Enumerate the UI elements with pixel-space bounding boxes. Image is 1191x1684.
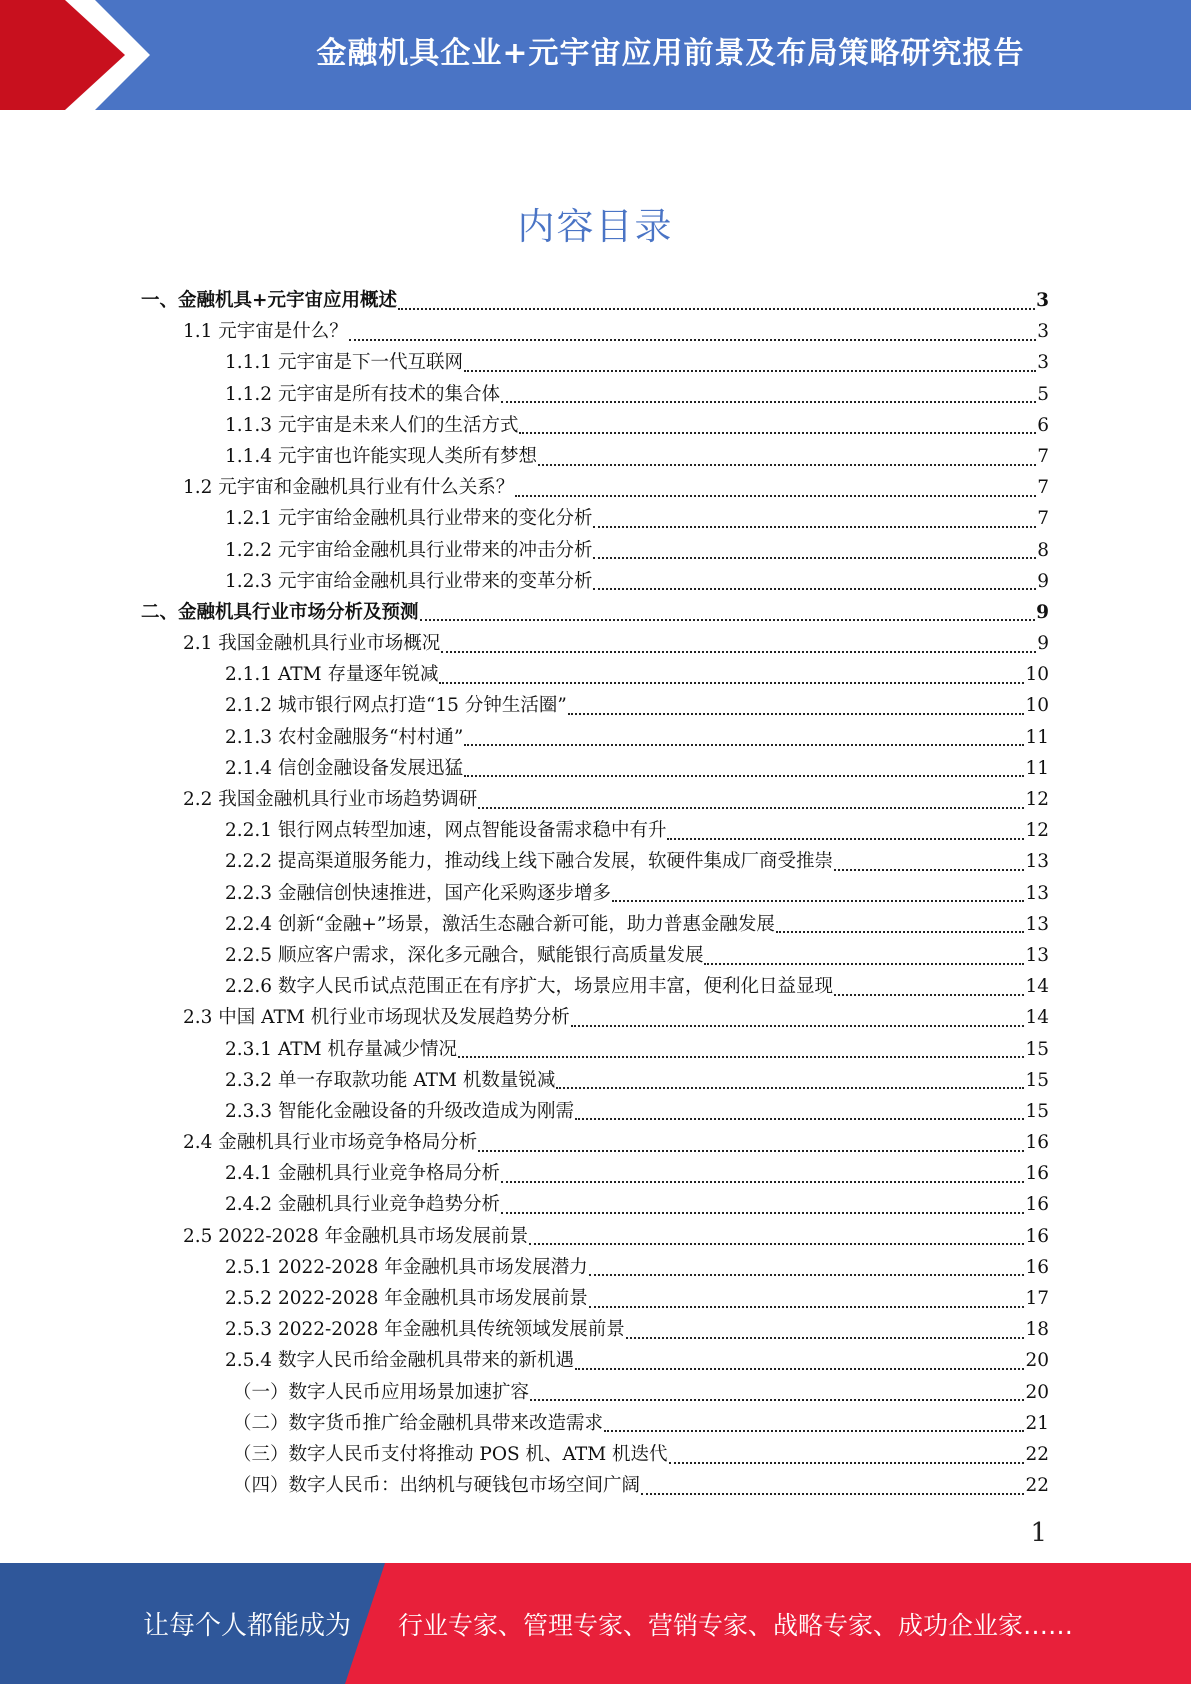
toc-leader-dots <box>568 713 1025 715</box>
toc-entry[interactable] <box>141 1345 1049 1376</box>
toc-leader-dots <box>501 1181 1024 1183</box>
toc-entry-page: 16 <box>1025 1132 1049 1154</box>
toc-entry[interactable] <box>141 1189 1049 1220</box>
toc-entry-page: 9 <box>1036 601 1049 623</box>
toc-entry[interactable] <box>141 285 1049 316</box>
toc-leader-dots <box>593 526 1036 528</box>
toc-entry-page: 10 <box>1025 664 1049 686</box>
table-of-contents <box>141 285 1049 1501</box>
toc-entry-page: 7 <box>1037 445 1049 467</box>
toc-entry-page: 7 <box>1037 477 1049 499</box>
toc-entry-page: 3 <box>1037 321 1049 343</box>
toc-entry[interactable] <box>141 347 1049 378</box>
toc-entry-title: 2.2.4 创新“金融+”场景，激活生态融合新可能，助力普惠金融发展 <box>225 913 775 935</box>
toc-entry[interactable] <box>141 566 1049 597</box>
toc-entry[interactable] <box>141 1158 1049 1189</box>
toc-entry[interactable] <box>141 535 1049 566</box>
toc-entry-title: 2.5.4 数字人民币给金融机具带来的新机遇 <box>225 1350 574 1372</box>
toc-entry-title: 1.1.3 元宇宙是未来人们的生活方式 <box>225 414 519 436</box>
toc-entry-page: 11 <box>1025 757 1049 779</box>
toc-entry-page: 14 <box>1025 1007 1049 1029</box>
toc-leader-dots <box>538 464 1036 466</box>
toc-leader-dots <box>464 775 1024 777</box>
toc-entry-title: 1.2.1 元宇宙给金融机具行业带来的变化分析 <box>225 508 593 530</box>
toc-entry-page: 13 <box>1025 851 1049 873</box>
toc-entry[interactable] <box>141 690 1049 721</box>
report-title: 金融机具企业+元宇宙应用前景及布局策略研究报告 <box>316 36 1025 71</box>
toc-entry[interactable] <box>141 441 1049 472</box>
toc-leader-dots <box>556 1087 1024 1089</box>
toc-leader-dots <box>478 807 1024 809</box>
toc-entry-page: 3 <box>1036 290 1049 311</box>
toc-entry[interactable] <box>141 410 1049 441</box>
toc-entry-title: 2.1 我国金融机具行业市场概况 <box>183 633 441 655</box>
toc-entry[interactable] <box>141 971 1049 1002</box>
footer-banner <box>0 1563 1191 1684</box>
toc-entry-title: （二）数字货币推广给金融机具带来改造需求 <box>233 1412 604 1434</box>
toc-leader-dots <box>464 370 1036 372</box>
toc-entry-title: 2.3.2 单一存取款功能 ATM 机数量锐减 <box>225 1069 556 1091</box>
toc-entry-page: 9 <box>1037 633 1049 655</box>
toc-leader-dots <box>458 1056 1024 1058</box>
toc-leader-dots <box>529 1243 1024 1245</box>
toc-leader-dots <box>515 495 1036 497</box>
toc-entry[interactable] <box>141 1439 1049 1470</box>
toc-entry-title: 2.3 中国 ATM 机行业市场现状及发展趋势分析 <box>183 1007 570 1029</box>
toc-entry-page: 10 <box>1025 695 1049 717</box>
toc-entry-title: 2.5.3 2022-2028 年金融机具传统领域发展前景 <box>225 1319 625 1341</box>
header-banner <box>0 0 1191 110</box>
toc-entry[interactable] <box>141 316 1049 347</box>
toc-entry-page: 12 <box>1025 820 1049 842</box>
toc-entry-page: 9 <box>1037 570 1049 592</box>
toc-entry-title: 2.3.1 ATM 机存量减少情况 <box>225 1038 457 1060</box>
toc-entry-title: 1.1.1 元宇宙是下一代互联网 <box>225 352 463 374</box>
toc-entry-page: 20 <box>1025 1381 1049 1403</box>
toc-entry-page: 8 <box>1037 539 1049 561</box>
toc-entry-page: 17 <box>1025 1288 1049 1309</box>
toc-entry-title: （四）数字人民币：出纳机与硬钱包市场空间广阔 <box>233 1475 641 1497</box>
toc-entry[interactable] <box>141 940 1049 971</box>
toc-leader-dots <box>612 900 1024 902</box>
toc-entry-title: 2.2.3 金融信创快速推进，国产化采购逐步增多 <box>225 882 611 904</box>
toc-entry-page: 3 <box>1037 352 1049 374</box>
toc-entry[interactable] <box>141 722 1049 753</box>
toc-entry[interactable] <box>141 503 1049 534</box>
toc-entry-page: 15 <box>1025 1069 1049 1091</box>
toc-entry[interactable] <box>141 472 1049 503</box>
toc-entry-page: 20 <box>1025 1350 1049 1372</box>
toc-entry-page: 16 <box>1025 1194 1049 1216</box>
footer-slogan-right: 行业专家、管理专家、营销专家、战略专家、成功企业家…… <box>398 1610 1074 1640</box>
toc-entry[interactable] <box>141 1377 1049 1408</box>
toc-entry-page: 5 <box>1037 383 1049 405</box>
toc-entry-title: 一、金融机具+元宇宙应用概述 <box>141 290 398 311</box>
toc-entry[interactable] <box>141 1252 1049 1283</box>
toc-entry-title: 2.5.2 2022-2028 年金融机具市场发展前景 <box>225 1288 588 1309</box>
toc-entry[interactable] <box>141 1034 1049 1065</box>
toc-entry-page: 16 <box>1025 1256 1049 1278</box>
toc-entry-title: 1.2.3 元宇宙给金融机具行业带来的变革分析 <box>225 570 593 592</box>
toc-leader-dots <box>464 744 1024 746</box>
toc-entry[interactable] <box>141 878 1049 909</box>
toc-entry-title: 2.2 我国金融机具行业市场趋势调研 <box>183 789 478 810</box>
toc-entry-title: 2.5.1 2022-2028 年金融机具市场发展潜力 <box>225 1256 588 1278</box>
toc-entry[interactable] <box>141 753 1049 784</box>
toc-entry-title: 2.2.6 数字人民币试点范围正在有序扩大，场景应用丰富，便利化日益显现 <box>225 976 833 998</box>
toc-entry[interactable] <box>141 1283 1049 1314</box>
toc-entry-title: 1.1.2 元宇宙是所有技术的集合体 <box>225 383 500 405</box>
toc-leader-dots <box>669 1462 1025 1464</box>
toc-entry[interactable] <box>141 1314 1049 1345</box>
toc-entry[interactable] <box>141 815 1049 846</box>
toc-entry-title: 2.1.4 信创金融设备发展迅猛 <box>225 757 463 779</box>
toc-leader-dots <box>834 869 1024 871</box>
toc-leader-dots <box>478 1150 1024 1152</box>
toc-entry-page: 15 <box>1025 1038 1049 1060</box>
toc-leader-dots <box>420 619 1036 621</box>
toc-entry[interactable] <box>141 784 1049 815</box>
toc-entry-title: 1.2 元宇宙和金融机具行业有什么关系？ <box>183 477 515 499</box>
toc-entry-title: 2.2.1 银行网点转型加速，网点智能设备需求稳中有升 <box>225 820 667 842</box>
toc-entry-page: 22 <box>1025 1443 1049 1465</box>
toc-leader-dots <box>834 994 1024 996</box>
toc-leader-dots <box>776 931 1025 933</box>
toc-entry-title: 1.1 元宇宙是什么？ <box>183 321 348 343</box>
toc-leader-dots <box>589 1306 1025 1308</box>
toc-entry-title: 2.4.1 金融机具行业竞争格局分析 <box>225 1163 500 1185</box>
toc-entry-title: 二、金融机具行业市场分析及预测 <box>141 601 419 623</box>
toc-leader-dots <box>530 1399 1024 1401</box>
toc-entry-page: 7 <box>1037 508 1049 530</box>
toc-entry-page: 22 <box>1025 1475 1049 1497</box>
toc-entry-title: 2.2.2 提高渠道服务能力，推动线上线下融合发展，软硬件集成厂商受推崇 <box>225 851 833 873</box>
toc-entry-title: 2.4 金融机具行业市场竞争格局分析 <box>183 1132 478 1154</box>
toc-entry[interactable] <box>141 1408 1049 1439</box>
toc-entry-page: 14 <box>1025 976 1049 998</box>
toc-leader-dots <box>667 838 1024 840</box>
toc-entry[interactable] <box>141 1065 1049 1096</box>
footer-slogan-left: 让每个人都能成为 <box>143 1611 352 1641</box>
toc-entry-page: 16 <box>1025 1225 1049 1247</box>
toc-leader-dots <box>641 1493 1024 1495</box>
toc-entry-title: 2.1.1 ATM 存量逐年锐减 <box>225 664 439 686</box>
toc-leader-dots <box>398 308 1035 310</box>
toc-entry-title: 2.1.2 城市银行网点打造“15 分钟生活圈” <box>225 695 567 717</box>
toc-entry-title: 2.1.3 农村金融服务“村村通” <box>225 726 464 748</box>
toc-entry-title: 2.4.2 金融机具行业竞争趋势分析 <box>225 1194 500 1216</box>
toc-entry-title: 2.2.5 顺应客户需求，深化多元融合，赋能银行高质量发展 <box>225 944 704 966</box>
toc-entry-title: 1.1.4 元宇宙也许能实现人类所有梦想 <box>225 445 537 467</box>
toc-entry-page: 11 <box>1025 726 1049 748</box>
toc-entry[interactable] <box>141 1127 1049 1158</box>
toc-leader-dots <box>519 432 1036 434</box>
toc-entry-page: 13 <box>1025 944 1049 966</box>
toc-leader-dots <box>575 1118 1024 1120</box>
toc-entry-title: 2.5 2022-2028 年金融机具市场发展前景 <box>183 1225 529 1247</box>
toc-leader-dots <box>626 1337 1025 1339</box>
page-number: 1 <box>1030 1518 1047 1548</box>
toc-entry[interactable] <box>141 846 1049 877</box>
toc-leader-dots <box>501 401 1036 403</box>
toc-entry-title: （一）数字人民币应用场景加速扩容 <box>233 1381 530 1403</box>
toc-leader-dots <box>439 682 1024 684</box>
toc-entry[interactable] <box>141 379 1049 410</box>
toc-entry[interactable] <box>141 1096 1049 1127</box>
toc-entry[interactable] <box>141 1470 1049 1501</box>
toc-entry[interactable] <box>141 597 1049 628</box>
toc-entry-page: 13 <box>1025 913 1049 935</box>
toc-leader-dots <box>604 1430 1024 1432</box>
toc-entry[interactable] <box>141 1221 1049 1252</box>
toc-entry[interactable] <box>141 909 1049 940</box>
toc-entry-title: （三）数字人民币支付将推动 POS 机、ATM 机迭代 <box>233 1443 668 1465</box>
toc-leader-dots <box>589 1274 1025 1276</box>
toc-entry-page: 12 <box>1025 789 1049 810</box>
toc-entry-page: 21 <box>1025 1412 1049 1434</box>
toc-entry[interactable] <box>141 628 1049 659</box>
toc-entry-page: 16 <box>1025 1163 1049 1185</box>
toc-leader-dots <box>441 651 1036 653</box>
toc-leader-dots <box>575 1368 1024 1370</box>
toc-entry-title: 1.2.2 元宇宙给金融机具行业带来的冲击分析 <box>225 539 593 561</box>
toc-leader-dots <box>349 339 1036 341</box>
toc-leader-dots <box>571 1025 1025 1027</box>
toc-entry-page: 18 <box>1025 1319 1049 1341</box>
toc-entry-page: 6 <box>1037 414 1049 436</box>
toc-entry-page: 15 <box>1025 1100 1049 1122</box>
toc-entry[interactable] <box>141 659 1049 690</box>
toc-entry[interactable] <box>141 1002 1049 1033</box>
toc-leader-dots <box>704 963 1024 965</box>
toc-leader-dots <box>593 557 1036 559</box>
toc-leader-dots <box>593 588 1036 590</box>
toc-entry-page: 13 <box>1025 882 1049 904</box>
toc-entry-title: 2.3.3 智能化金融设备的升级改造成为刚需 <box>225 1100 574 1122</box>
toc-leader-dots <box>501 1212 1024 1214</box>
toc-heading: 内容目录 <box>517 205 674 248</box>
